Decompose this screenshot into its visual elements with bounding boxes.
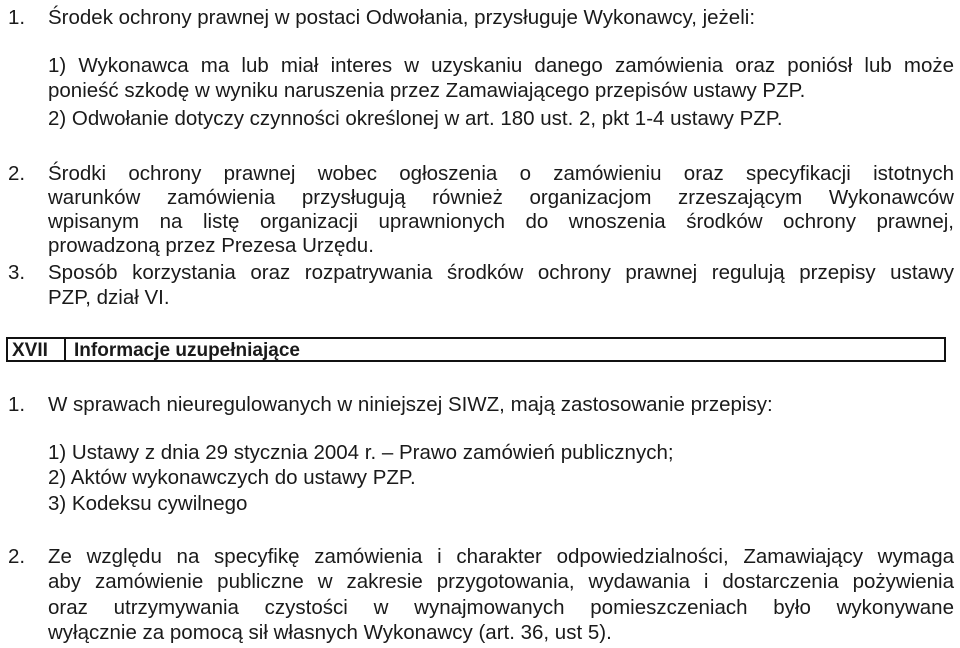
list-item: 1) Ustawy z dnia 29 stycznia 2004 r. – Prawo zamówień publicznych; bbox=[48, 441, 674, 464]
subpoint-text: ponieść szkodę w wyniku naruszenia przez Zamawiającego przepisów ustawy PZP. bbox=[48, 79, 806, 102]
paragraph-text: PZP, dział VI. bbox=[48, 286, 170, 309]
subpoint-text: 2) Odwołanie dotyczy czynności określonej w art. 180 ust. 2, pkt 1-4 ustawy PZP. bbox=[48, 107, 783, 130]
paragraph-text: Środek ochrony prawnej w postaci Odwołania, przysługuje Wykonawcy, jeżeli: bbox=[48, 6, 756, 29]
paragraph-number: 1. bbox=[8, 393, 26, 416]
section-number: XVII bbox=[12, 340, 48, 361]
paragraph-number: 2. bbox=[8, 162, 26, 185]
paragraph-text: prowadzoną przez Prezesa Urzędu. bbox=[48, 234, 374, 257]
paragraph-number: 3. bbox=[8, 261, 26, 284]
section-header bbox=[6, 337, 946, 362]
paragraph-number: 2. bbox=[8, 545, 26, 568]
paragraph-text: warunków zamówienia przysługują również organizacjom zrzeszającym Wykonawców bbox=[48, 186, 954, 209]
section-divider bbox=[64, 339, 66, 360]
subpoint-text: 1) Wykonawca ma lub miał interes w uzyskaniu danego zamówienia oraz poniósł lub może bbox=[48, 54, 954, 77]
paragraph-text: Środki ochrony prawnej wobec ogłoszenia o zamówieniu oraz specyfikacji istotnych bbox=[48, 162, 954, 185]
list-item: 3) Kodeksu cywilnego bbox=[48, 492, 248, 515]
list-item: 2) Aktów wykonawczych do ustawy PZP. bbox=[48, 466, 416, 489]
paragraph-text: oraz utrzymywania czystości w wynajmowanych pomieszczeniach było wykonywane bbox=[48, 596, 954, 619]
paragraph-text: wpisanym na listę organizacji uprawnionych do wnoszenia środków ochrony prawnej, bbox=[48, 210, 954, 233]
paragraph-text: Sposób korzystania oraz rozpatrywania środków ochrony prawnej regulują przepisy ustawy bbox=[48, 261, 954, 284]
paragraph-text: wyłącznie za pomocą sił własnych Wykonawcy (art. 36, ust 5). bbox=[48, 621, 612, 644]
paragraph-text: aby zamówienie publiczne w zakresie przygotowania, wydawania i dostarczenia pożywienia bbox=[48, 570, 954, 593]
paragraph-number: 1. bbox=[8, 6, 26, 29]
section-title: Informacje uzupełniające bbox=[74, 340, 300, 361]
paragraph-text: W sprawach nieuregulowanych w niniejszej SIWZ, mają zastosowanie przepisy: bbox=[48, 393, 773, 416]
paragraph-text: Ze względu na specyfikę zamówienia i charakter odpowiedzialności, Zamawiający wymaga bbox=[48, 545, 954, 568]
